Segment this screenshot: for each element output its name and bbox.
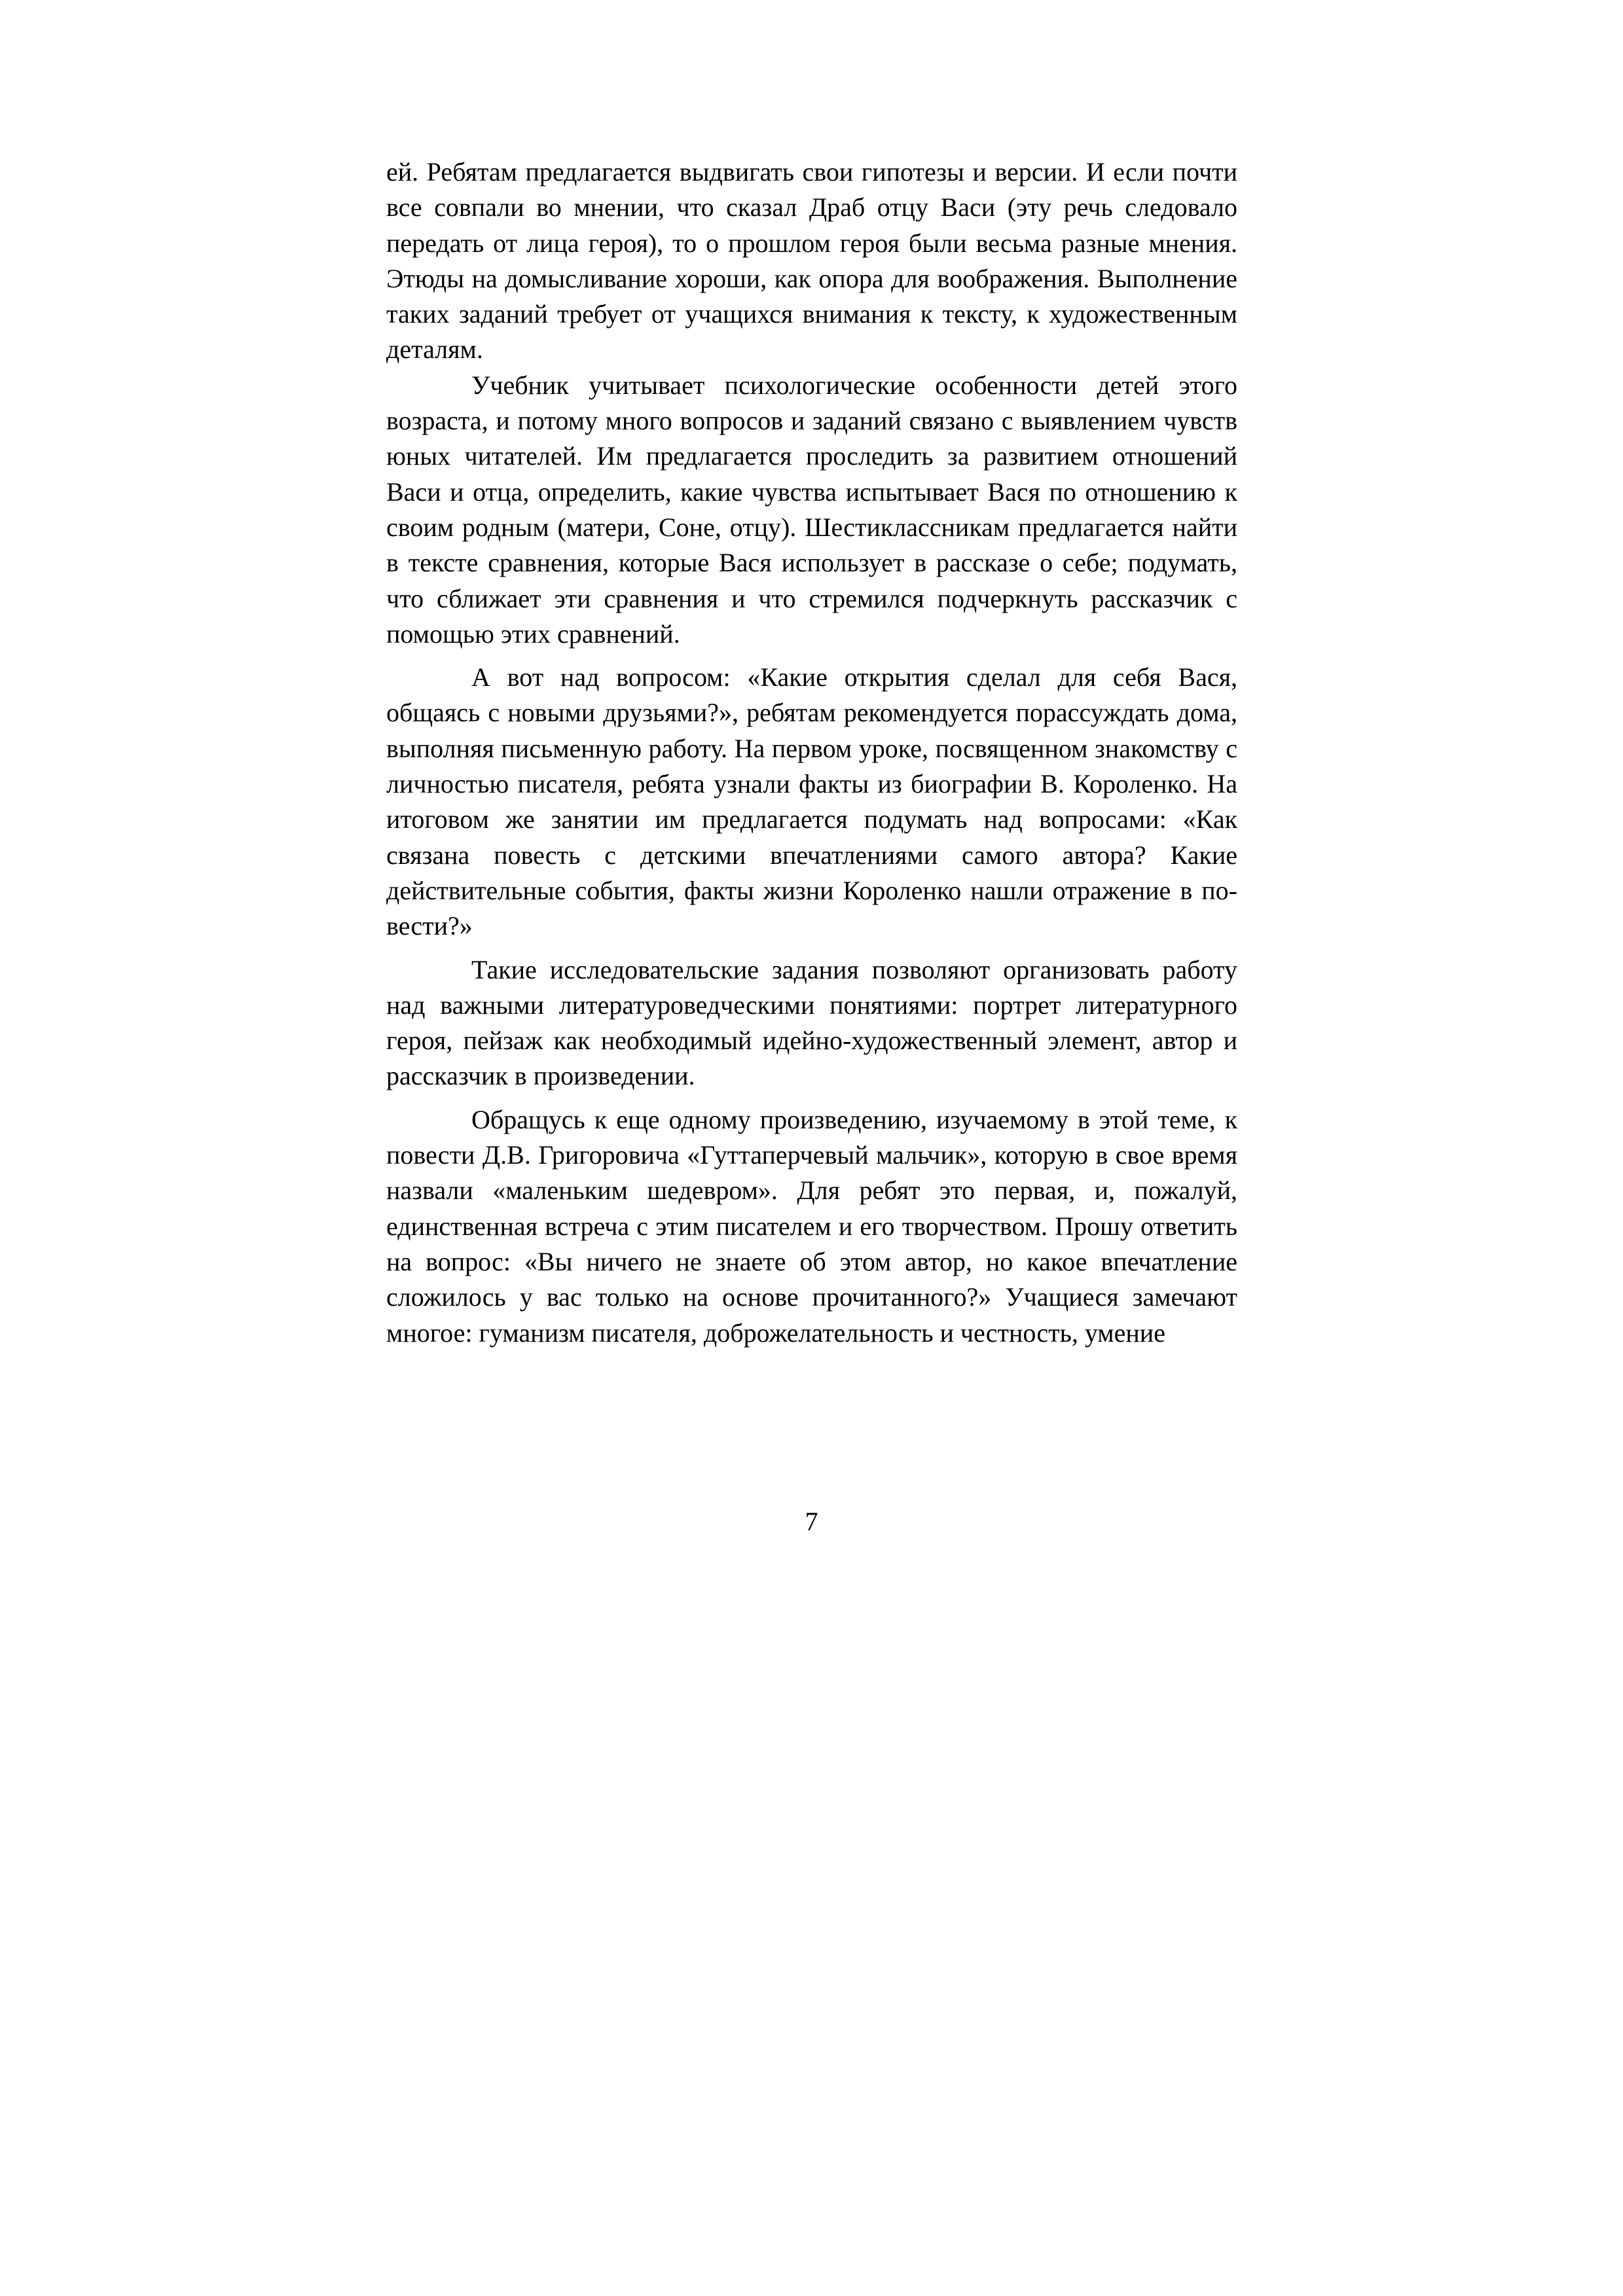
paragraph-5: Обращусь к еще одному произведению, изучаемому в этой теме, к повести Д.В. Григоровича «Гуттаперчевый мальчик», которую в свое время назвали «маленьким шедевром». Для ребят это первая, и, пожалуй, единственная встреча с этим писателем и его творчеством. Прошу ответить на вопрос: «Вы ничего не знаете об этом автор, но какое впечатление сложилось у вас только на основе прочитанного?» Учащиеся замечают многое: гуманизм писателя, доброжелательность и честность, умение xyxy=(386,1104,1237,1348)
body-text xyxy=(386,154,1237,1351)
page-number: 7 xyxy=(805,1507,818,1536)
paragraph-3: А вот над вопросом: «Какие открытия сделал для себя Вася, общаясь с новыми друзьями?», ребятам рекомендуется порассуждать дома, выполняя письменную работу. На первом уроке, посвященном знакомству с личностью писателя, ребята узнали факты из биографии В. Короленко. На итоговом же занятии им предлагается подумать над вопросами: «Как связана повесть с детскими впечатлениями самого автора? Какие действительные события, факты жизни Короленко нашли отражение в повести?» xyxy=(386,662,1237,941)
paragraph-4: Такие исследовательские задания позволяют организовать работу над важными литературоведческими понятиями: портрет литературного героя, пейзаж как необходимый идейно-художественный элемент, автор и рассказчик в произведении. xyxy=(386,954,1237,1091)
paragraph-2: Учебник учитывает психологические особенности детей этого возраста, и потому много вопросов и заданий связано с выявлением чувств юных читателей. Им предлагается проследить за развитием отношений Васи и отца, определить, какие чувства испытывает Вася по отношению к своим родным (матери, Соне, отцу). Шестиклассникам предлагается найти в тексте сравнения, которые Вася использует в рассказе о себе; подумать, что сближает эти сравнения и что стремился подчеркнуть рассказчик с помощью этих сравнений. xyxy=(386,370,1237,649)
paragraph-1: ей. Ребятам предлагается выдвигать свои гипотезы и версии. И если почти все совпали во мнении, что сказал Драб отцу Васи (эту речь следовало передать от лица героя), то о прошлом героя были весьма разные мнения. Этюды на домысливание хороши, как опора для воображения. Выполнение таких заданий требует от учащихся внимания к тексту, к художественным деталям. xyxy=(386,157,1237,365)
